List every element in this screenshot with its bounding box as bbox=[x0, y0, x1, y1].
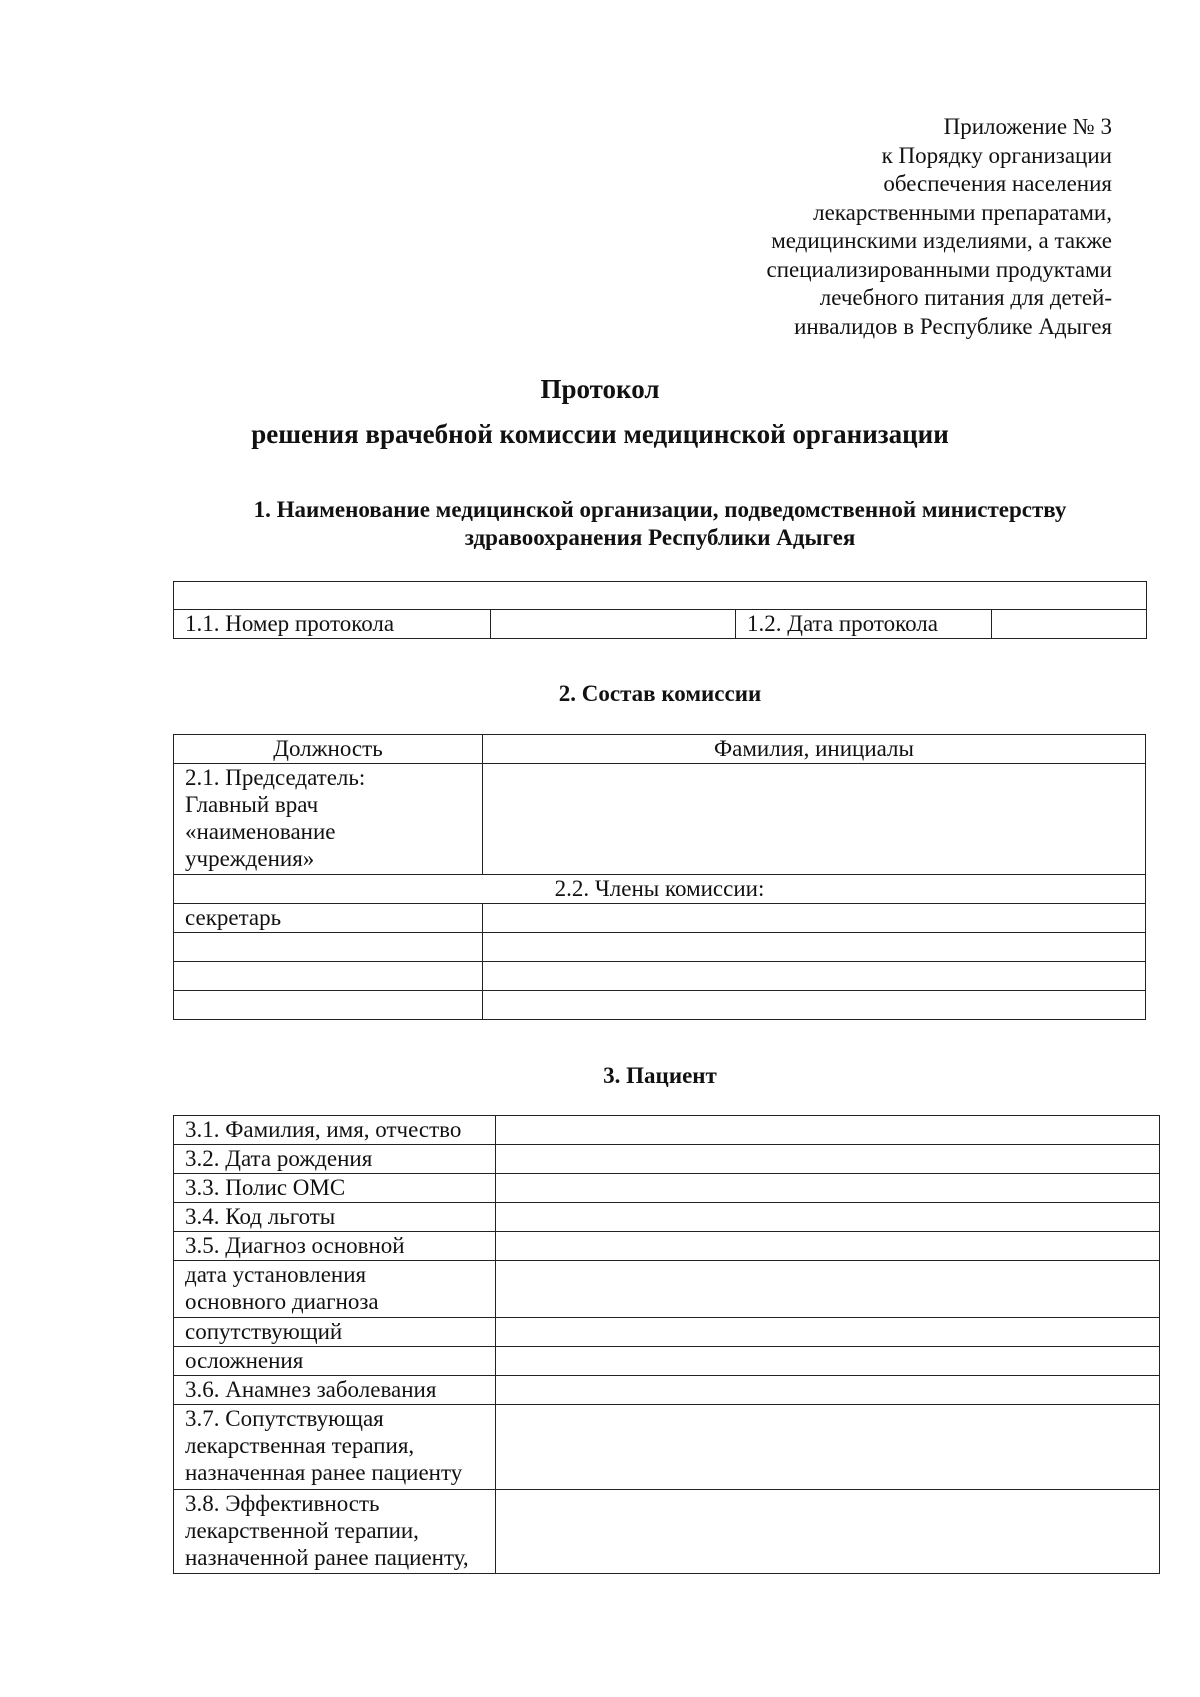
therapy-efficacy-field[interactable] bbox=[496, 1490, 1160, 1574]
chairman-label-line: «наименование bbox=[185, 819, 336, 844]
protocol-number-label: 1.1. Номер протокола bbox=[174, 610, 491, 639]
document-title: Протокол bbox=[540, 374, 660, 404]
members-header: 2.2. Члены комиссии: bbox=[174, 875, 1146, 904]
patient-birth-date-field[interactable] bbox=[496, 1145, 1160, 1174]
column-header-name: Фамилия, инициалы bbox=[483, 735, 1146, 764]
document-subtitle: решения врачебной комиссии медицинской организации bbox=[251, 419, 949, 449]
patient-table bbox=[173, 1115, 1160, 1574]
organization-table bbox=[173, 581, 1147, 639]
member-position-field[interactable] bbox=[174, 991, 483, 1020]
main-diagnosis-field[interactable] bbox=[496, 1232, 1160, 1261]
chairman-label-line: 2.1. Председатель: bbox=[185, 765, 366, 790]
section-3-heading: 3. Пациент bbox=[603, 1063, 717, 1088]
diagnosis-date-label-line: дата установления bbox=[185, 1262, 367, 1287]
section-1-heading-line: здравоохранения Республики Адыгея bbox=[464, 525, 856, 550]
chairman-label-line: учреждения» bbox=[185, 846, 315, 871]
column-header-position: Должность bbox=[174, 735, 483, 764]
anamnesis-field[interactable] bbox=[496, 1376, 1160, 1405]
secretary-label: секретарь bbox=[174, 904, 483, 933]
anamnesis-label: 3.6. Анамнез заболевания bbox=[174, 1376, 496, 1405]
protocol-date-field[interactable] bbox=[992, 610, 1147, 639]
member-name-field[interactable] bbox=[483, 933, 1146, 962]
concomitant-diagnosis-label: сопутствующий bbox=[174, 1318, 496, 1347]
appendix-line: к Порядку организации bbox=[881, 142, 1112, 168]
patient-oms-policy-field[interactable] bbox=[496, 1174, 1160, 1203]
member-position-field[interactable] bbox=[174, 962, 483, 991]
concomitant-therapy-label-line: 3.7. Сопутствующая bbox=[185, 1406, 384, 1431]
protocol-number-field[interactable] bbox=[491, 610, 736, 639]
member-name-field[interactable] bbox=[483, 962, 1146, 991]
concomitant-therapy-label-line: назначенная ранее пациенту bbox=[185, 1460, 463, 1485]
protocol-date-label: 1.2. Дата протокола bbox=[736, 610, 992, 639]
concomitant-diagnosis-field[interactable] bbox=[496, 1318, 1160, 1347]
concomitant-therapy-label bbox=[174, 1405, 496, 1490]
section-1-heading-line: 1. Наименование медицинской организации, подведомственной министерству bbox=[253, 497, 1067, 522]
patient-full-name-field[interactable] bbox=[496, 1116, 1160, 1145]
therapy-efficacy-label-line: 3.8. Эффективность bbox=[185, 1491, 380, 1516]
appendix-line: медицинскими изделиями, а также bbox=[771, 228, 1112, 253]
concomitant-therapy-label-line: лекарственная терапия, bbox=[185, 1433, 415, 1458]
member-position-field[interactable] bbox=[174, 933, 483, 962]
chairman-name-field[interactable] bbox=[483, 764, 1146, 875]
therapy-efficacy-label-line: назначенной ранее пациенту, bbox=[185, 1545, 469, 1570]
member-name-field[interactable] bbox=[483, 991, 1146, 1020]
appendix-line: лечебного питания для детей- bbox=[819, 285, 1112, 310]
therapy-efficacy-label-line: лекарственной терапии, bbox=[185, 1518, 419, 1543]
therapy-efficacy-label bbox=[174, 1490, 496, 1574]
section-1-heading bbox=[160, 496, 1160, 552]
organization-name-field[interactable] bbox=[174, 582, 1147, 610]
complications-field[interactable] bbox=[496, 1347, 1160, 1376]
patient-benefit-code-field[interactable] bbox=[496, 1203, 1160, 1232]
appendix-line: обеспечения населения bbox=[883, 171, 1112, 196]
patient-benefit-code-label: 3.4. Код льготы bbox=[174, 1203, 496, 1232]
appendix-line: специализированными продуктами bbox=[766, 256, 1112, 282]
main-diagnosis-label: 3.5. Диагноз основной bbox=[174, 1232, 496, 1261]
patient-birth-date-label: 3.2. Дата рождения bbox=[174, 1145, 496, 1174]
patient-oms-policy-label: 3.3. Полис ОМС bbox=[174, 1174, 496, 1203]
appendix-line: инвалидов в Республике Адыгея bbox=[794, 313, 1112, 339]
section-2-heading: 2. Состав комиссии bbox=[558, 681, 762, 706]
diagnosis-date-label-line: основного диагноза bbox=[185, 1289, 379, 1314]
diagnosis-date-label bbox=[174, 1261, 496, 1318]
appendix-line: Приложение № 3 bbox=[943, 114, 1112, 139]
concomitant-therapy-field[interactable] bbox=[496, 1405, 1160, 1490]
appendix-reference bbox=[592, 113, 1112, 341]
complications-label: осложнения bbox=[174, 1347, 496, 1376]
patient-full-name-label: 3.1. Фамилия, имя, отчество bbox=[174, 1116, 496, 1145]
appendix-line: лекарственными препаратами, bbox=[813, 199, 1112, 225]
chairman-label-line: Главный врач bbox=[185, 792, 319, 817]
secretary-name-field[interactable] bbox=[483, 904, 1146, 933]
chairman-label bbox=[174, 764, 483, 875]
commission-table bbox=[173, 734, 1146, 1020]
diagnosis-date-field[interactable] bbox=[496, 1261, 1160, 1318]
